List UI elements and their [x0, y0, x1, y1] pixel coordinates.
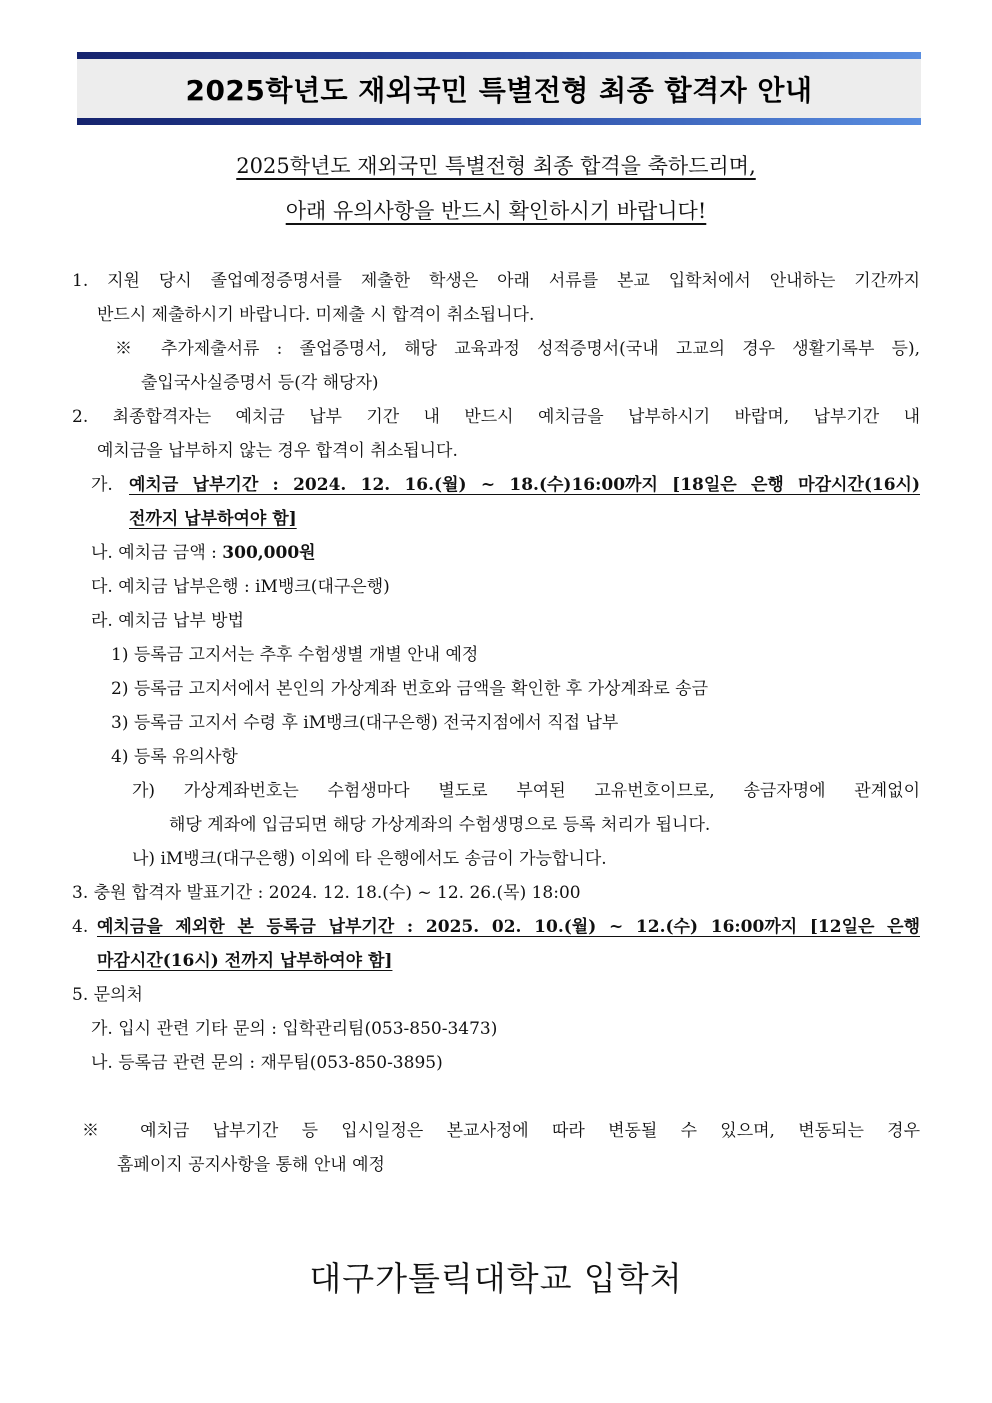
item-1-note-line-2: 출입국사실증명서 등(각 해당자) — [141, 373, 379, 393]
contact-admissions: 가. 입시 관련 기타 문의 : 입학관리팀(053-850-3473) — [91, 1019, 498, 1039]
deposit-amount-value: 300,000원 — [222, 543, 316, 563]
footer-office-name: 대구가톨릭대학교 입학처 — [309, 1259, 683, 1298]
tuition-period-line-2: 마감시간(16시) 전까지 납부하여야 함] — [97, 951, 393, 971]
intro-line-2 — [0, 195, 992, 225]
item-2-line-1: 2. 최종합격자는 예치금 납부 기간 내 반드시 예치금을 납부하시기 바랍며, 납부기간 내 — [72, 407, 920, 427]
item-1-note-line-1: ※ 추가제출서류 : 졸업증명서, 해당 교육과정 성적증명서(국내 고교의 경우 생활기록부 등), — [115, 339, 920, 359]
intro-line-1-text: 2025학년도 재외국민 특별전형 최종 합격을 축하드리며, — [236, 154, 756, 178]
item-2-line-2: 예치금을 납부하지 않는 경우 합격이 취소됩니다. — [97, 441, 458, 461]
deposit-bank: 다. 예치금 납부은행 : iM뱅크(대구은행) — [91, 577, 390, 597]
item-2-ga-marker: 가. — [91, 475, 113, 495]
title-banner — [77, 52, 921, 125]
item-1-line-2: 반드시 제출하시기 바랍니다. 미제출 시 합격이 취소됩니다. — [97, 305, 535, 325]
page-title: 2025학년도 재외국민 특별전형 최종 합격자 안내 — [185, 73, 813, 107]
item-3: 3. 충원 합격자 발표기간 : 2024. 12. 18.(수) ~ 12. 26.(목) 18:00 — [72, 883, 581, 903]
item-4-marker: 4. — [72, 917, 89, 937]
deposit-method-2: 2) 등록금 고지서에서 본인의 가상계좌 번호와 금액을 확인한 후 가상계좌로 송금 — [111, 679, 708, 699]
deposit-method-3: 3) 등록금 고지서 수령 후 iM뱅크(대구은행) 전국지점에서 직접 납부 — [111, 713, 619, 733]
title-bar-bottom — [77, 118, 921, 125]
deposit-method-1: 1) 등록금 고지서는 추후 수험생별 개별 안내 예정 — [111, 645, 479, 665]
schedule-note-line-1: ※ 예치금 납부기간 등 입시일정은 본교사정에 따라 변동될 수 있으며, 변동되는 경우 — [82, 1121, 920, 1141]
deposit-note-ga-line-1: 가) 가상계좌번호는 수험생마다 별도로 부여된 고유번호이므로, 송금자명에 관계없이 — [132, 781, 920, 801]
deposit-method-4: 4) 등록 유의사항 — [111, 747, 238, 767]
deposit-period-line-2: 전까지 납부하여야 함] — [129, 509, 297, 529]
schedule-note-line-2: 홈페이지 공지사항을 통해 안내 예정 — [117, 1155, 385, 1175]
deposit-amount — [91, 542, 316, 564]
item-1-line-1: 1. 지원 당시 졸업예정증명서를 제출한 학생은 아래 서류를 본교 입학처에서 안내하는 기간까지 — [72, 271, 920, 291]
intro-line-2-text: 아래 유의사항을 반드시 확인하시기 바랍니다! — [285, 199, 707, 223]
deposit-note-na: 나) iM뱅크(대구은행) 이외에 타 은행에서도 송금이 가능합니다. — [132, 849, 607, 869]
tuition-period-line-1: 예치금을 제외한 본 등록금 납부기간 : 2025. 02. 10.(월) ~ 12.(수) 16:00까지 [12일은 은행 — [97, 917, 920, 937]
intro-line-1 — [0, 150, 992, 180]
title-bar-top — [77, 52, 921, 59]
deposit-period-line-1: 예치금 납부기간 : 2024. 12. 16.(월) ~ 18.(수)16:00까지 [18일은 은행 마감시간(16시) — [129, 475, 920, 495]
contact-finance: 나. 등록금 관련 문의 : 재무팀(053-850-3895) — [91, 1053, 443, 1073]
deposit-note-ga-line-2: 해당 계좌에 입금되면 해당 가상계좌의 수험생명으로 등록 처리가 됩니다. — [169, 815, 711, 835]
deposit-method: 라. 예치금 납부 방법 — [91, 611, 244, 631]
item-5: 5. 문의처 — [72, 985, 143, 1005]
deposit-amount-label: 나. 예치금 금액 : — [91, 543, 223, 563]
